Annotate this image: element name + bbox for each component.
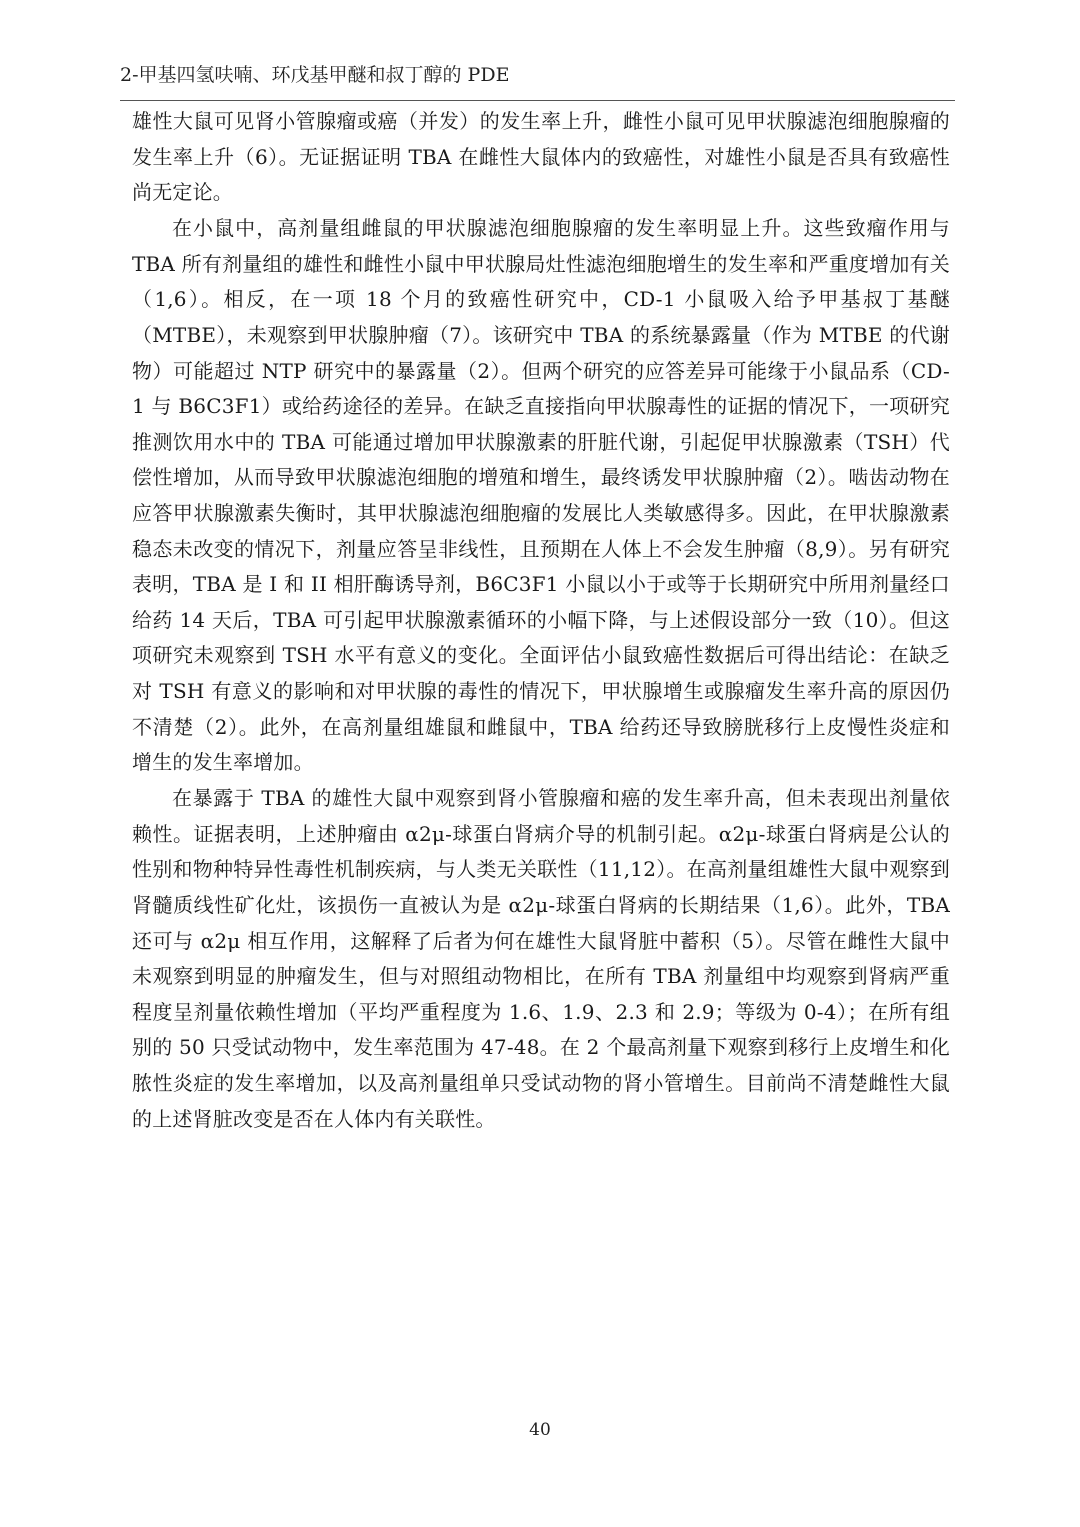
paragraph-mouse-thyroid: 在小鼠中，高剂量组雌鼠的甲状腺滤泡细胞腺瘤的发生率明显上升。这些致瘤作用与 TBA 所有剂量组的雄性和雌性小鼠中甲状腺局灶性滤泡细胞增生的发生率和严重度增加有关（1,6）。相反，在一项 18 个月的致癌性研究中，CD-1 小鼠吸入给予甲基叔丁基醚（MTBE），未观察到甲状腺肿瘤（7）。该研究中 TBA 的系统暴露量（作为 MTBE 的代谢物）可能超过 NTP 研究中的暴露量（2）。但两个研究的应答差异可能缘于小鼠品系（CD-1 与 B6C3F1）或给药途径的差异。在缺乏直接指向甲状腺毒性的证据的情况下，一项研究推测饮用水中的 TBA 可能通过增加甲状腺激素的肝脏代谢，引起促甲状腺激素（TSH）代偿性增加，从而导致甲状腺滤泡细胞的增殖和增生，最终诱发甲状腺肿瘤（2）。啮齿动物在应答甲状腺激素失衡时，其甲状腺滤泡细胞瘤的发展比人类敏感得多。因此，在甲状腺激素稳态未改变的情况下，剂量应答呈非线性，且预期在人体上不会发生肿瘤（8,9）。另有研究表明，TBA 是 I 和 II 相肝酶诱导剂，B6C3F1 小鼠以小于或等于长期研究中所用剂量经口给药 14 天后，TBA 可引起甲状腺激素循环的小幅下降，与上述假设部分一致（10）。但这项研究未观察到 TSH 水平有意义的变化。全面评估小鼠致癌性数据后可得出结论：在缺乏对 TSH 有意义的影响和对甲状腺的毒性的情况下，甲状腺增生或腺瘤发生率升高的原因仍不清楚（2）。此外，在高剂量组雄鼠和雌鼠中，TBA 给药还导致膀胱移行上皮慢性炎症和增生的发生率增加。 — [132, 216, 950, 775]
paragraph-continued: 雄性大鼠可见肾小管腺瘤或癌（并发）的发生率上升，雌性小鼠可见甲状腺滤泡细胞腺瘤的发生率上升（6）。无证据证明 TBA 在雌性大鼠体内的致癌性，对雄性小鼠是否具有致癌性尚无定论。 — [132, 109, 950, 205]
body-text — [132, 104, 950, 1137]
header-title: 2-甲基四氢呋喃、环戊基甲醚和叔丁醇的 PDE — [120, 64, 510, 86]
running-header — [120, 60, 955, 101]
paragraph-rat-kidney: 在暴露于 TBA 的雄性大鼠中观察到肾小管腺瘤和癌的发生率升高，但未表现出剂量依赖性。证据表明，上述肿瘤由 α2μ-球蛋白肾病介导的机制引起。α2μ-球蛋白肾病是公认的性别和物种特异性毒性机制疾病，与人类无关联性（11,12）。在高剂量组雄性大鼠中观察到肾髓质线性矿化灶，该损伤一直被认为是 α2μ-球蛋白肾病的长期结果（1,6）。此外，TBA 还可与 α2μ 相互作用，这解释了后者为何在雄性大鼠肾脏中蓄积（5）。尽管在雌性大鼠中未观察到明显的肿瘤发生，但与对照组动物相比，在所有 TBA 剂量组中均观察到肾病严重程度呈剂量依赖性增加（平均严重程度为 1.6、1.9、2.3 和 2.9；等级为 0-4）；在所有组别的 50 只受试动物中，发生率范围为 47-48。在 2 个最高剂量下观察到移行上皮增生和化脓性炎症的发生率增加，以及高剂量组单只受试动物的肾小管增生。目前尚不清楚雌性大鼠的上述肾脏改变是否在人体内有关联性。 — [132, 786, 950, 1131]
page-number: 40 — [529, 1420, 551, 1440]
